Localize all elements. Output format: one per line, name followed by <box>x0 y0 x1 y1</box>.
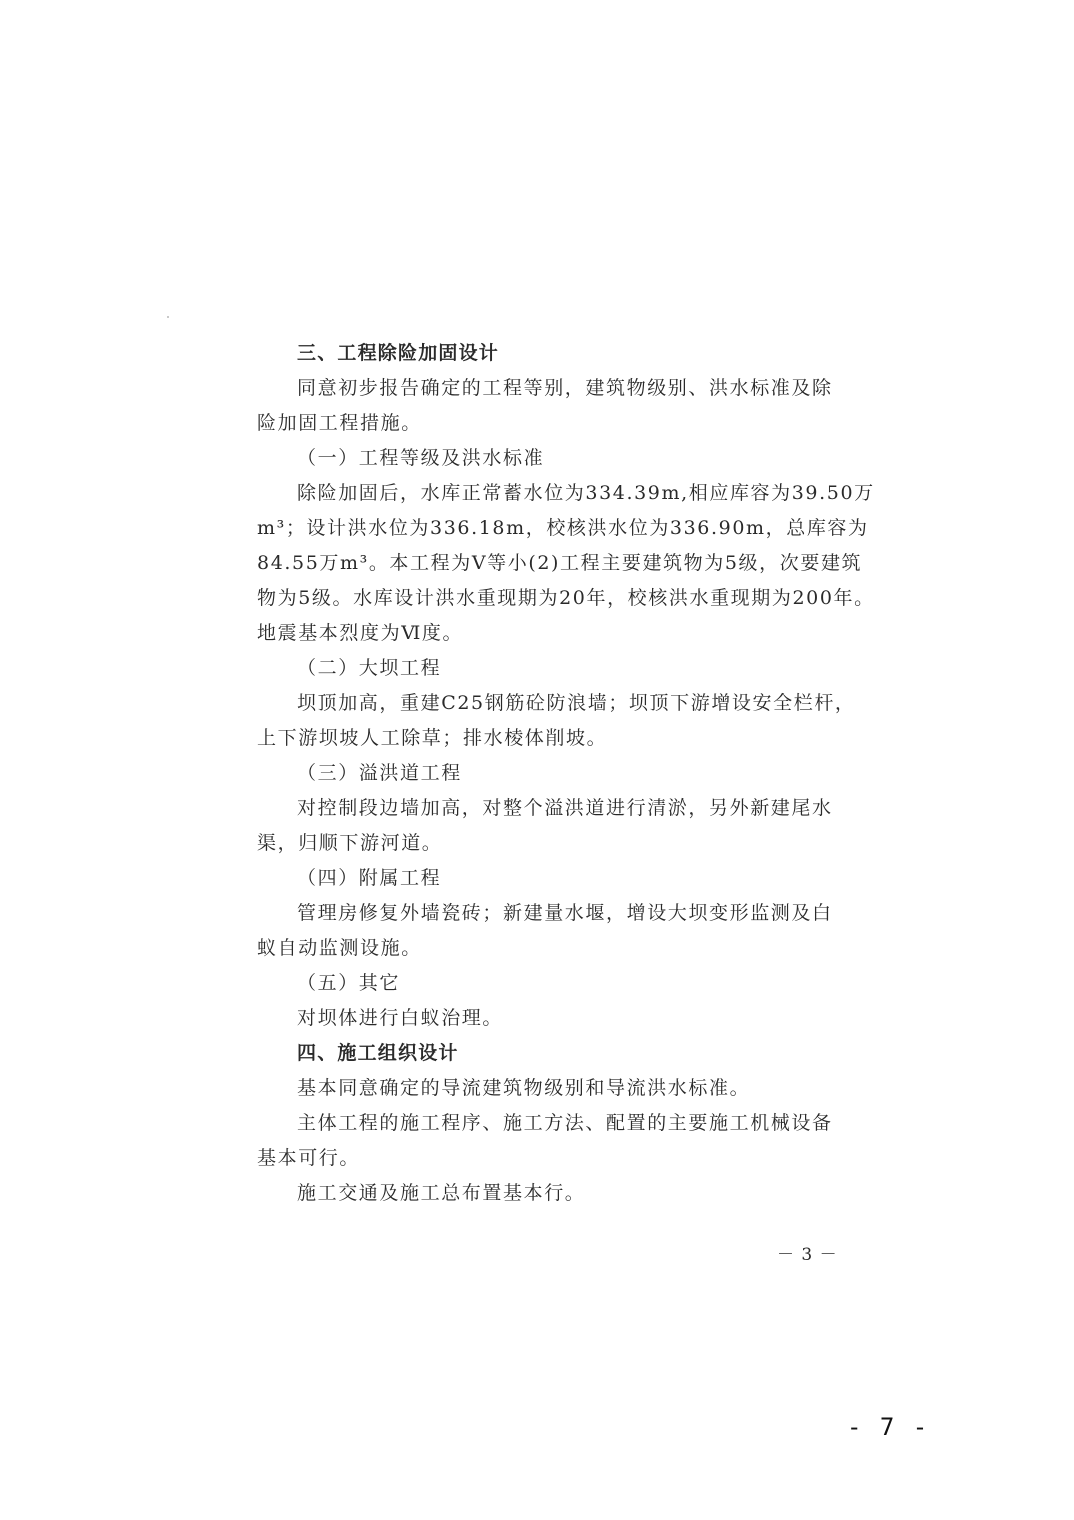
sub5-title: （五）其它 <box>297 972 401 994</box>
sub1-line-2: m³；设计洪水位为336.18m，校核洪水位为336.90m，总库容为 <box>257 517 869 539</box>
section4-line-1: 基本同意确定的导流建筑物级别和导流洪水标准。 <box>297 1077 751 1099</box>
inner-page-number: － 3 － <box>777 1245 838 1265</box>
sub1-title: （一）工程等级及洪水标准 <box>297 447 545 469</box>
sub1-line-5: 地震基本烈度为Ⅵ度。 <box>257 622 464 644</box>
sub4-line-2: 蚁自动监测设施。 <box>257 937 422 959</box>
section3-intro-line-1: 同意初步报告确定的工程等别，建筑物级别、洪水标准及除 <box>297 377 833 399</box>
sub2-title: （二）大坝工程 <box>297 657 442 679</box>
sub3-title: （三）溢洪道工程 <box>297 762 462 784</box>
sub4-line-1: 管理房修复外墙瓷砖；新建量水堰，增设大坝变形监测及白 <box>297 902 833 924</box>
sub3-line-1: 对控制段边墙加高，对整个溢洪道进行清淤，另外新建尾水 <box>297 797 833 819</box>
sub5-line-1: 对坝体进行白蚁治理。 <box>297 1007 504 1029</box>
section4-line-3: 基本可行。 <box>257 1147 361 1169</box>
sub3-line-2: 渠，归顺下游河道。 <box>257 832 443 854</box>
sub2-line-2: 上下游坝坡人工除草；排水棱体削坡。 <box>257 727 608 749</box>
section4-line-2: 主体工程的施工程序、施工方法、配置的主要施工机械设备 <box>297 1112 833 1134</box>
section4-heading: 四、施工组织设计 <box>297 1042 459 1064</box>
sub1-line-1: 除险加固后，水库正常蓄水位为334.39m,相应库容为39.50万 <box>297 482 875 504</box>
sub2-line-1: 坝顶加高，重建C25钢筋砼防浪墙；坝顶下游增设安全栏杆， <box>297 692 856 714</box>
sub1-line-3: 84.55万m³。本工程为Ⅴ等小(2)工程主要建筑物为5级，次要建筑 <box>257 552 863 574</box>
sub1-line-4: 物为5级。水库设计洪水重现期为20年，校核洪水重现期为200年。 <box>257 587 875 609</box>
section3-heading: 三、工程除险加固设计 <box>297 342 500 364</box>
section3-intro-line-2: 险加固工程措施。 <box>257 412 422 434</box>
outer-page-number: - 7 - <box>847 1413 930 1441</box>
scan-speck <box>167 316 169 318</box>
section4-line-4: 施工交通及施工总布置基本行。 <box>297 1182 586 1204</box>
sub4-title: （四）附属工程 <box>297 867 442 889</box>
